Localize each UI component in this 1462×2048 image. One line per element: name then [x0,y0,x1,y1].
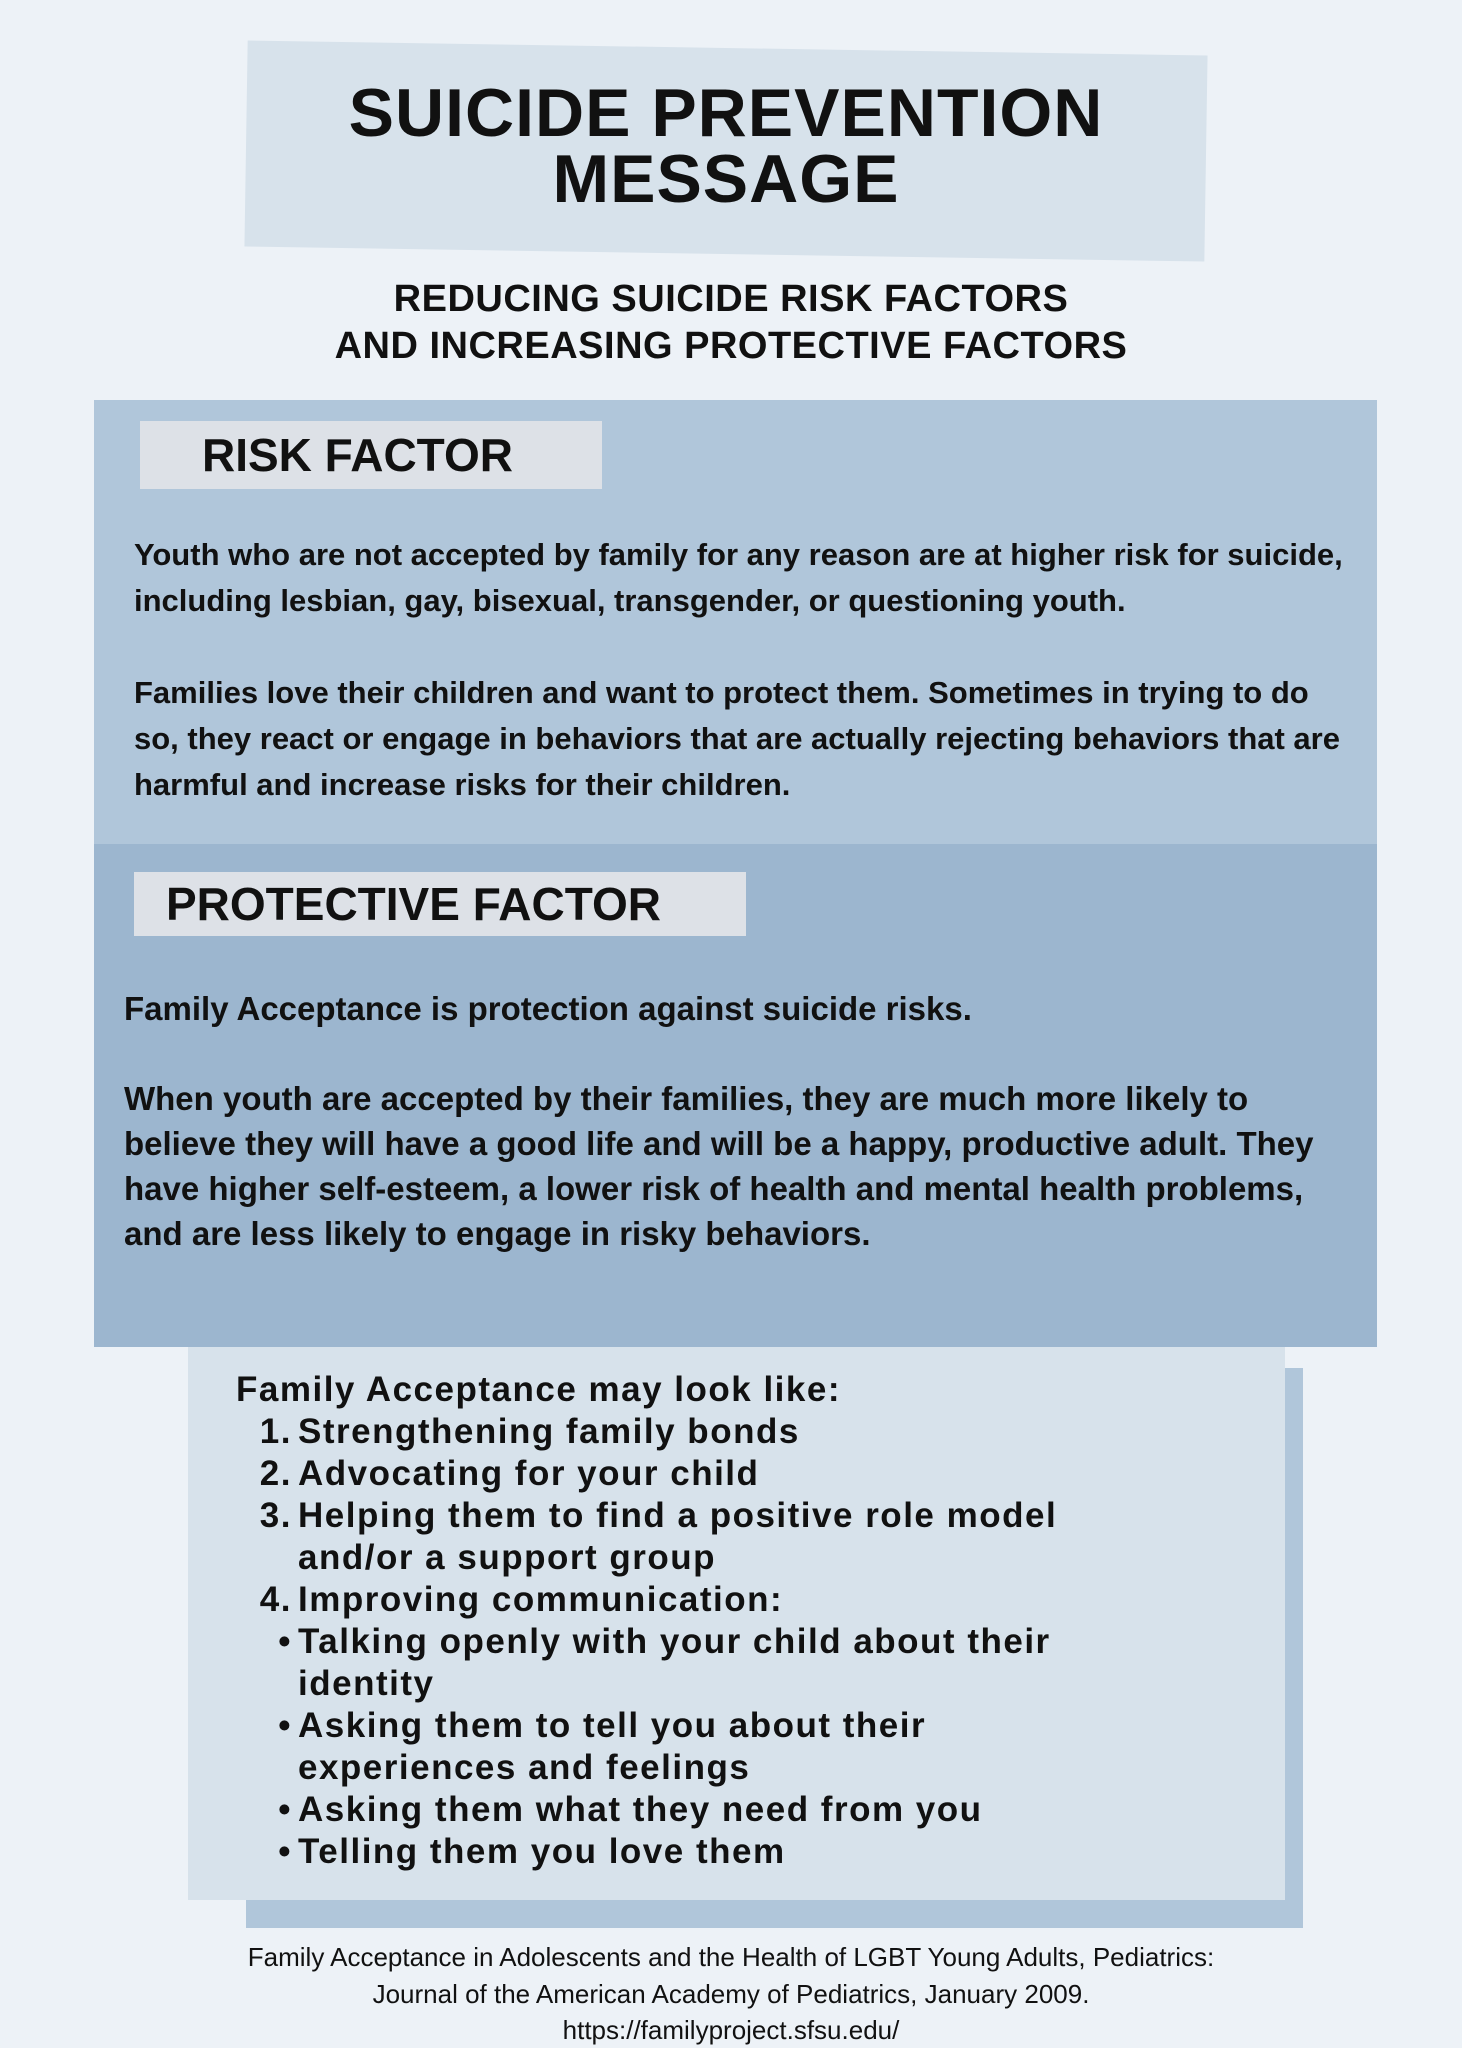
list-item [236,1831,1256,1873]
risk-factor-label: RISK FACTOR [140,421,602,489]
list-item [236,1495,1256,1579]
risk-paragraph-2: Families love their children and want to protect them. Sometimes in trying to do so, they react or engage in behaviors that are actually rejecting behaviors that are harmful and increase risks for their children. [134,675,1340,802]
list-item-text: Telling them you love them [298,1832,786,1871]
list-item-text: Asking them what they need from you [298,1790,983,1829]
subtitle-line-1: REDUCING SUICIDE RISK FACTORS [393,278,1069,320]
list-item-text: Helping them to find a positive role model and/or a support group [298,1496,1058,1577]
bullet-icon: • [278,1790,292,1829]
risk-paragraph-1: Youth who are not accepted by family for any reason are at higher risk for suicide, including lesbian, gay, bisexual, transgender, or questioning youth. [134,537,1343,618]
bullet-icon: • [278,1832,292,1871]
list-item-text: Improving communication: [298,1580,784,1619]
list-item [236,1411,1256,1453]
acceptance-heading: Family Acceptance may look like: [236,1370,841,1409]
source-link[interactable]: https://familyproject.sfsu.edu/ [562,2015,900,2045]
protective-factor-label: PROTECTIVE FACTOR [134,872,746,936]
list-item [236,1789,1256,1831]
list-item-text: Advocating for your child [298,1454,760,1493]
list-item [236,1705,1256,1789]
list-item-text: Talking openly with your child about their identity [298,1622,1051,1703]
list-marker: 2. [259,1454,292,1493]
title-line-2: MESSAGE [552,141,900,217]
protective-factor-section [94,844,1377,1347]
page-title [246,75,1206,217]
title-line-1: SUICIDE PREVENTION [348,75,1104,151]
list-marker: 3. [259,1496,292,1535]
protective-paragraph-1: Family Acceptance is protection against suicide risks. [124,990,972,1027]
list-marker: 4. [259,1580,292,1619]
acceptance-list-card [188,1347,1285,1900]
bullet-icon: • [278,1706,292,1745]
subtitle [0,276,1462,370]
risk-factor-section [94,400,1377,844]
protective-paragraph-2: When youth are accepted by their families, they are much more likely to believe they will have a good life and will be a happy, productive adult. They have higher self-esteem, a lower risk of health and mental health problems, and are less likely to engage in risky behaviors. [124,1080,1314,1252]
citation-line-1: Family Acceptance in Adolescents and the Health of LGBT Young Adults, Pediatrics: [247,1942,1215,1972]
citation-line-2: Journal of the American Academy of Pediatrics, January 2009. [372,1979,1090,2009]
list-item [236,1621,1256,1705]
list-marker: 1. [259,1412,292,1451]
list-item-text: Strengthening family bonds [298,1412,800,1451]
list-item [236,1579,1256,1621]
bullet-icon: • [278,1622,292,1661]
list-item-text: Asking them to tell you about their experiences and feelings [298,1706,927,1787]
acceptance-list [236,1411,1256,1873]
list-item [236,1453,1256,1495]
subtitle-line-2: AND INCREASING PROTECTIVE FACTORS [334,325,1128,367]
